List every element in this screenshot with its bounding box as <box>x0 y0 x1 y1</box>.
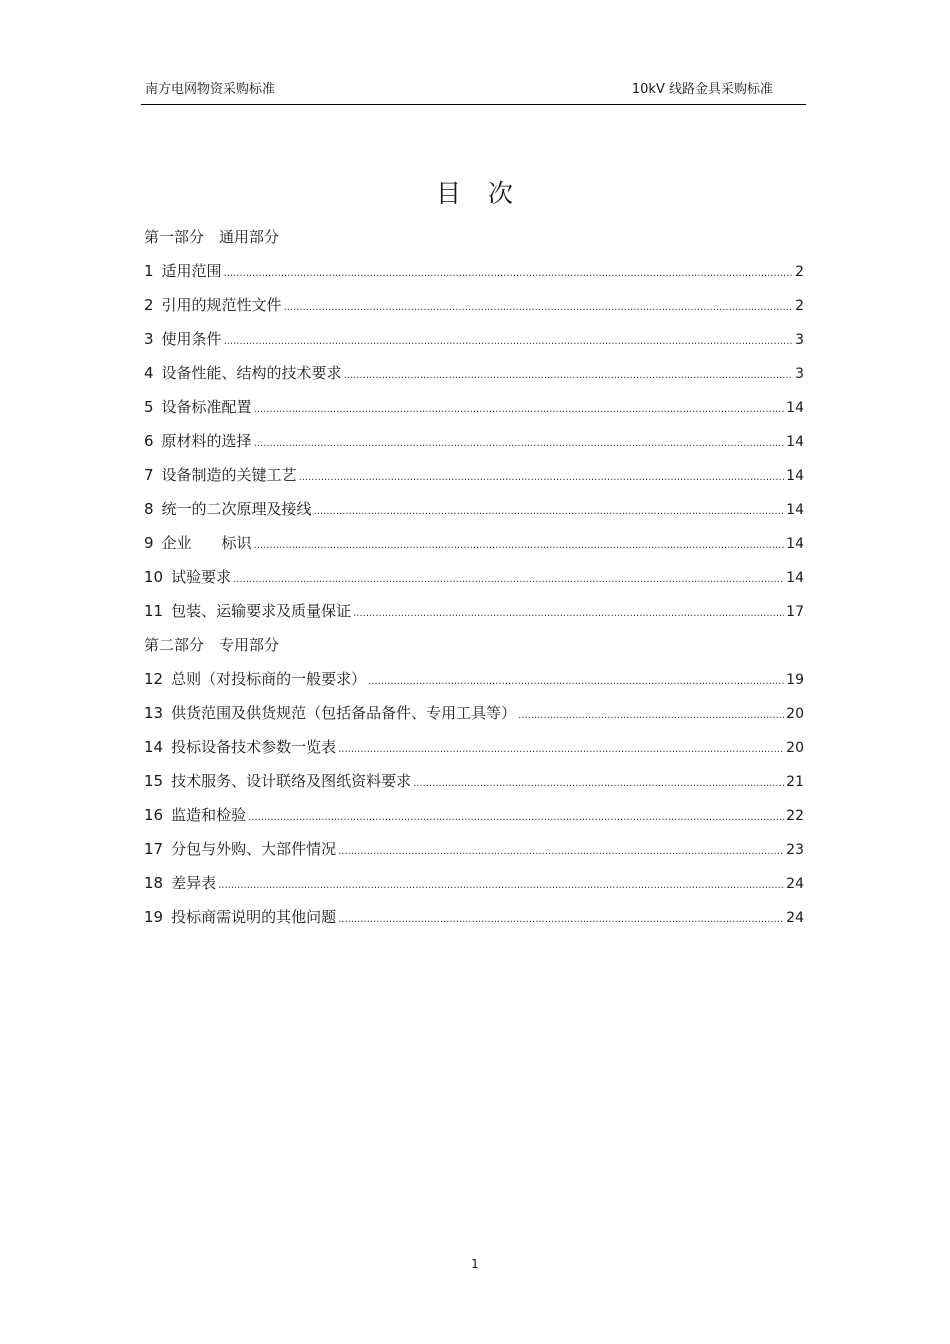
toc-part2-list <box>144 668 804 940</box>
toc-entry-number: 10 <box>144 568 164 586</box>
toc-dot-leader <box>338 841 784 863</box>
table-of-contents <box>144 226 804 940</box>
toc-entry-label: 监造和检验 <box>171 806 247 824</box>
toc-entry[interactable] <box>144 430 804 464</box>
toc-entry-label: 技术服务、设计联络及图纸资料要求 <box>171 772 412 790</box>
toc-entry-label: 差异表 <box>171 874 217 892</box>
toc-part-heading: 第一部分 通用部分 <box>144 228 280 246</box>
toc-entry-number: 13 <box>144 704 164 722</box>
toc-entry-page: 21 <box>786 774 804 790</box>
toc-entry-label: 适用范围 <box>161 262 222 280</box>
toc-entry-number: 2 <box>144 296 154 314</box>
toc-dot-leader <box>314 501 785 523</box>
toc-entry-label: 试验要求 <box>171 568 232 586</box>
toc-dot-leader <box>233 569 784 591</box>
toc-dot-leader <box>224 263 794 285</box>
toc-entry-number: 12 <box>144 670 164 688</box>
toc-entry[interactable] <box>144 532 804 566</box>
toc-entry-page: 3 <box>795 366 804 382</box>
toc-entry-page: 20 <box>786 740 804 756</box>
toc-dot-leader <box>218 875 784 897</box>
toc-title: 目 次 <box>435 179 514 208</box>
toc-entry[interactable] <box>144 260 804 294</box>
toc-entry[interactable] <box>144 668 804 702</box>
toc-entry-page: 24 <box>786 876 804 892</box>
toc-entry[interactable] <box>144 804 804 838</box>
toc-entry-label: 投标设备技术参数一览表 <box>171 738 337 756</box>
toc-entry[interactable] <box>144 328 804 362</box>
toc-dot-leader <box>413 773 784 795</box>
toc-entry-number: 7 <box>144 466 154 484</box>
toc-entry[interactable] <box>144 838 804 872</box>
toc-entry-number: 14 <box>144 738 164 756</box>
toc-entry-page: 23 <box>786 842 804 858</box>
toc-entry-page: 14 <box>786 536 804 552</box>
toc-dot-leader <box>254 433 785 455</box>
toc-dot-leader <box>254 535 785 557</box>
toc-entry[interactable] <box>144 294 804 328</box>
toc-entry-number: 19 <box>144 908 164 926</box>
header-left-text: 南方电网物资采购标准 <box>145 82 276 97</box>
toc-entry-page: 14 <box>786 502 804 518</box>
toc-entry-label: 包装、运输要求及质量保证 <box>171 602 352 620</box>
toc-entry[interactable] <box>144 770 804 804</box>
toc-entry[interactable] <box>144 736 804 770</box>
toc-entry[interactable] <box>144 600 804 634</box>
toc-entry-number: 4 <box>144 364 154 382</box>
toc-dot-leader <box>338 739 784 761</box>
toc-entry-page: 17 <box>786 604 804 620</box>
toc-entry-label: 原材料的选择 <box>161 432 252 450</box>
toc-entry[interactable] <box>144 872 804 906</box>
toc-dot-leader <box>353 603 784 625</box>
toc-entry-page: 14 <box>786 468 804 484</box>
toc-entry-number: 16 <box>144 806 164 824</box>
toc-entry-number: 18 <box>144 874 164 892</box>
toc-entry-number: 17 <box>144 840 164 858</box>
toc-entry[interactable] <box>144 702 804 736</box>
toc-entry-number: 9 <box>144 534 154 552</box>
page-number: 1 <box>471 1257 479 1271</box>
toc-part-heading: 第二部分 专用部分 <box>144 636 280 654</box>
toc-entry-page: 14 <box>786 400 804 416</box>
toc-entry[interactable] <box>144 396 804 430</box>
toc-dot-leader <box>344 365 794 387</box>
toc-entry[interactable] <box>144 906 804 940</box>
toc-part1-list <box>144 260 804 634</box>
toc-entry-page: 22 <box>786 808 804 824</box>
toc-entry-page: 2 <box>795 298 804 314</box>
toc-entry-label: 统一的二次原理及接线 <box>161 500 312 518</box>
toc-entry-number: 6 <box>144 432 154 450</box>
toc-entry-page: 24 <box>786 910 804 926</box>
toc-dot-leader <box>338 909 784 931</box>
toc-dot-leader <box>248 807 784 829</box>
toc-dot-leader <box>518 705 784 727</box>
toc-entry-label: 引用的规范性文件 <box>161 296 282 314</box>
toc-entry[interactable] <box>144 498 804 532</box>
toc-entry-label: 分包与外购、大部件情况 <box>171 840 337 858</box>
toc-entry-label: 企业 标识 <box>161 534 252 552</box>
toc-dot-leader <box>224 331 794 353</box>
toc-entry-label: 设备标准配置 <box>161 398 252 416</box>
toc-entry-page: 19 <box>786 672 804 688</box>
toc-entry-label: 供货范围及供货规范（包括备品备件、专用工具等） <box>171 704 517 722</box>
toc-entry-page: 14 <box>786 570 804 586</box>
toc-entry-label: 投标商需说明的其他问题 <box>171 908 337 926</box>
header-right-text: 10kV 线路金具采购标准 <box>631 82 773 97</box>
toc-entry-number: 3 <box>144 330 154 348</box>
page-header <box>141 78 806 105</box>
toc-dot-leader <box>299 467 785 489</box>
toc-entry-number: 5 <box>144 398 154 416</box>
toc-entry-page: 14 <box>786 434 804 450</box>
toc-entry[interactable] <box>144 566 804 600</box>
toc-entry-number: 11 <box>144 602 164 620</box>
toc-entry-page: 2 <box>795 264 804 280</box>
toc-entry[interactable] <box>144 464 804 498</box>
toc-entry[interactable] <box>144 362 804 396</box>
toc-dot-leader <box>284 297 794 319</box>
toc-entry-page: 3 <box>795 332 804 348</box>
toc-dot-leader <box>254 399 785 421</box>
toc-entry-number: 15 <box>144 772 164 790</box>
toc-entry-label: 设备性能、结构的技术要求 <box>161 364 342 382</box>
toc-entry-number: 1 <box>144 262 154 280</box>
toc-entry-label: 总则（对投标商的一般要求） <box>171 670 367 688</box>
toc-entry-label: 设备制造的关键工艺 <box>161 466 297 484</box>
toc-entry-page: 20 <box>786 706 804 722</box>
toc-dot-leader <box>368 671 784 693</box>
toc-entry-label: 使用条件 <box>161 330 222 348</box>
toc-entry-number: 8 <box>144 500 154 518</box>
